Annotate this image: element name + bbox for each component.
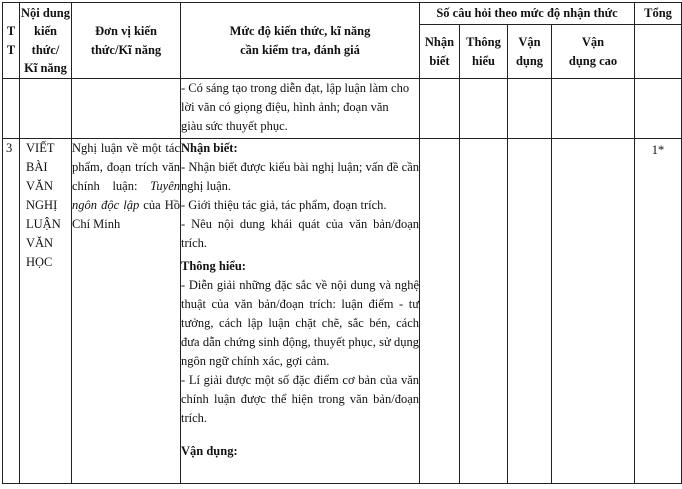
header-level-van-dung: Vận dụng <box>508 25 552 79</box>
nhan-biet-heading: Nhận biết: <box>181 141 238 155</box>
knowledge-unit-text: Nghị luận về một tác phẩm, đoạn trích văn chính luận: <box>72 141 180 193</box>
header-knowledge-unit: Đơn vị kiến thức/Kĩ năng <box>72 3 181 79</box>
content-unit-line: LUẬN <box>26 217 61 231</box>
content-unit-line: BÀI <box>26 160 48 174</box>
header-level: Mức độ kiến thức, kĩ năng cần kiểm tra, đánh giá <box>181 3 420 79</box>
thong-hieu-item: - Lí giải được một số đặc điểm cơ bản của văn chính luận được thể hiện trong văn bản/đoạn trích. <box>181 373 419 425</box>
continuation-cell <box>181 79 420 139</box>
van-dung-heading: Vận dụng: <box>181 444 238 458</box>
content-unit-line: VĂN <box>26 236 54 250</box>
row3-count-van-dung-cao <box>552 139 635 484</box>
nhan-biet-item: - Nhận biết được kiểu bài nghị luận; vấn đề cần nghị luận. <box>181 160 419 193</box>
header-total: Tổng <box>635 3 682 25</box>
header-level-nhan-biet: Nhận biết <box>420 25 460 79</box>
row3-count-nhan-biet <box>420 139 460 484</box>
row3-level-description <box>181 139 420 484</box>
header-level-van-dung-cao: Vận dụng cao <box>552 25 635 79</box>
nhan-biet-item: - Giới thiệu tác giả, tác phẩm, đoạn trích. <box>181 198 387 212</box>
assessment-matrix-table <box>2 2 682 484</box>
content-unit-line: VĂN <box>26 179 54 193</box>
knowledge-unit-text: của Hồ Chí Minh <box>72 198 180 231</box>
continuation-line: - Có sáng tạo trong diễn đạt, lập luận làm cho <box>181 81 410 95</box>
continuation-line: lời văn có giọng điệu, hình ảnh; đoạn văn <box>181 100 389 114</box>
content-unit-line: NGHỊ <box>26 198 58 212</box>
header-tt: T T <box>3 3 20 79</box>
row3-total: 1* <box>635 139 682 484</box>
table-row <box>3 79 682 139</box>
table-row <box>3 139 682 484</box>
continuation-line: giàu sức thuyết phục. <box>181 119 288 133</box>
work-title: Tuyên ngôn độc lập <box>72 179 180 212</box>
row3-count-thong-hieu <box>460 139 508 484</box>
thong-hieu-item: - Diễn giải những đặc sắc về nội dung và nghệ thuật của văn bản/đoạn trích: luận điểm - tư tưởng, cách lập luận chặt chẽ, sắc bén, cách đưa dẫn chứng sinh động, thuyết phục, sử dụng ngôn ngữ chính xác, gợi cảm. <box>181 278 419 368</box>
row3-count-van-dung <box>508 139 552 484</box>
header-content-unit: Nội dung kiến thức/ Kĩ năng <box>20 3 72 79</box>
thong-hieu-heading: Thông hiểu: <box>181 259 246 273</box>
row3-stt: 3 <box>3 139 20 484</box>
header-total-empty <box>635 25 682 79</box>
content-unit-line: HỌC <box>26 255 53 269</box>
header-question-count-group: Số câu hỏi theo mức độ nhận thức <box>420 3 635 25</box>
content-unit-line: VIẾT <box>26 141 55 155</box>
header-level-thong-hieu: Thông hiểu <box>460 25 508 79</box>
row3-knowledge-unit <box>72 139 181 484</box>
nhan-biet-item: - Nêu nội dung khái quát của văn bản/đoạn trích. <box>181 217 419 250</box>
row3-content-unit <box>20 139 72 484</box>
